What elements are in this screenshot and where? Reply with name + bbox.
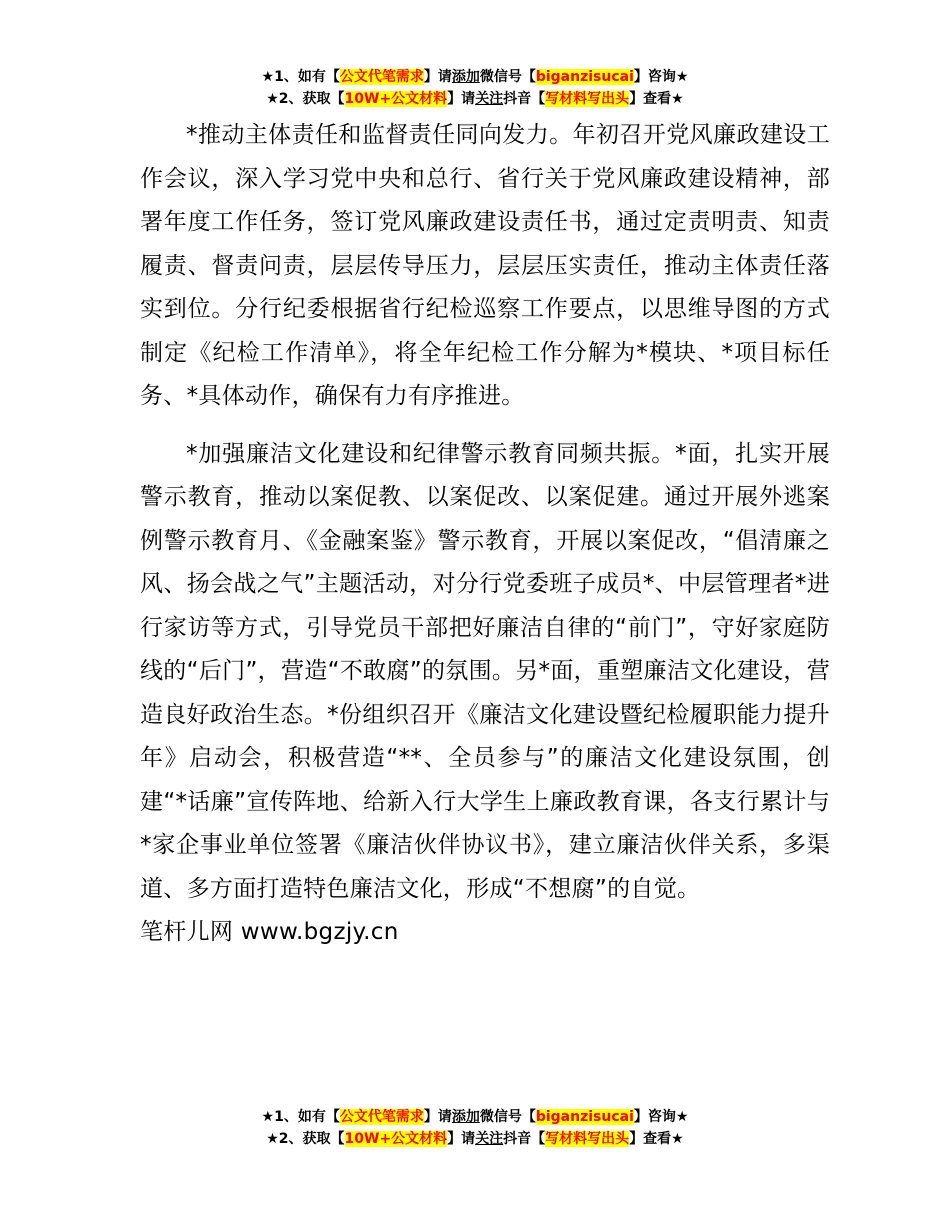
footer-banner (0, 1106, 950, 1150)
highlight-douyin-id: 写材料写出头 (545, 91, 630, 107)
highlight-materials: 10W+公文材料 (344, 1131, 448, 1147)
highlight-materials: 10W+公文材料 (344, 91, 448, 107)
highlight-douyin-id: 写材料写出头 (545, 1131, 630, 1147)
highlight-service: 公文代笔需求 (339, 69, 424, 85)
highlight-service: 公文代笔需求 (339, 1109, 424, 1125)
highlight-wechat-id: biganzisucai (535, 69, 634, 85)
highlight-wechat-id: biganzisucai (535, 1109, 634, 1125)
header-banner (0, 66, 950, 110)
site-watermark-text: 笔杆儿网 www.bgzjy.cn (140, 919, 399, 945)
paragraph-1: *推动主体责任和监督责任同向发力。年初召开党风廉政建设工作会议，深入学习党中央和总行、省行关于党风廉政建设精神，部署年度工作任务，签订党风廉政建设责任书，通过定责明责、知责履责、督责问责，层层传导压力，层层压实责任，推动主体责任落实到位。分行纪委根据省行纪检巡察工作要点，以思维导图的方式制定《纪检工作清单》，将全年纪检工作分解为*模块、*项目标任务、*具体动作，确保有力有序推进。 (140, 122, 830, 409)
header-line-2: ★2、获取【10W+公文材料】请关注抖音【写材料写出头】查看★ (266, 91, 684, 107)
paragraph-2: *加强廉洁文化建设和纪律警示教育同频共振。*面，扎实开展警示教育，推动以案促教、以案促改、以案促建。通过开展外逃案例警示教育月、《金融案鉴》警示教育，开展以案促改，“倡清廉之风、扬会战之气”主题活动，对分行党委班子成员*、中层管理者*进行家访等方式，引导党员干部把好廉洁自律的“前门”，守好家庭防线的“后门”，营造“不敢腐”的氛围。另*面，重塑廉洁文化建设，营造良好政治生态。*份组织召开《廉洁文化建设暨纪检履职能力提升年》启动会，积极营造“**、全员参与”的廉洁文化建设氛围，创建“*话廉”宣传阵地、给新入行大学生上廉政教育课，各支行累计与*家企事业单位签署《廉洁伙伴协议书》，建立廉洁伙伴关系，多渠道、多方面打造特色廉洁文化，形成“不想腐”的自觉。 (140, 440, 830, 902)
header-line-1: ★1、如有【公文代笔需求】请添加微信号【biganzisucai】咨询★ (261, 69, 689, 85)
footer-line-1: ★1、如有【公文代笔需求】请添加微信号【biganzisucai】咨询★ (261, 1109, 689, 1125)
document-body (140, 114, 830, 955)
footer-line-2: ★2、获取【10W+公文材料】请关注抖音【写材料写出头】查看★ (266, 1131, 684, 1147)
